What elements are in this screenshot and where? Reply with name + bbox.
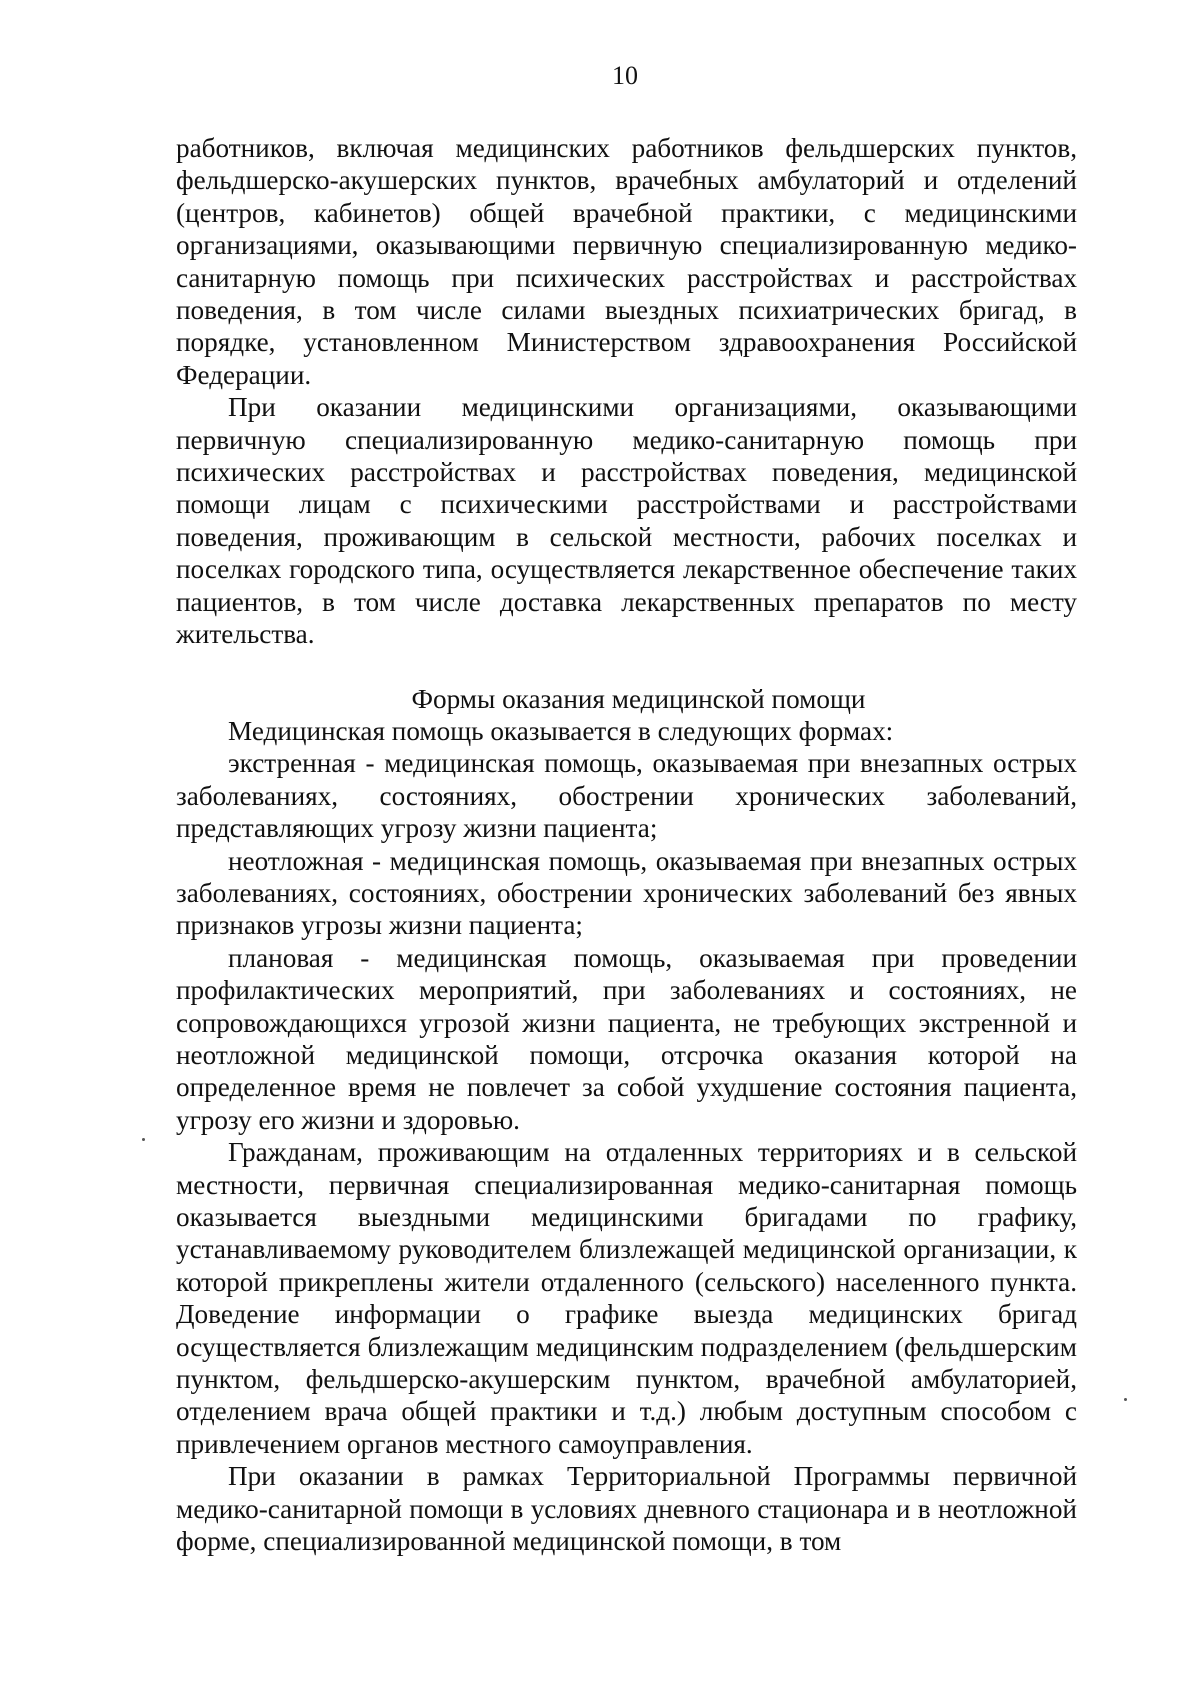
paragraph-emergency-form: экстренная - медицинская помощь, оказываемая при внезапных острых заболеваниях, состояниях, обострении хронических заболеваний, представляющих угрозу жизни пациента; xyxy=(176,748,1077,844)
paragraph-continuation: работников, включая медицинских работников фельдшерских пунктов, фельдшерско-акушерских пунктов, врачебных амбулаторий и отделений (центров, кабинетов) общей врачебной практики, с медицинскими организациями, оказывающими первичную специализированную медико-санитарную помощь при психических расстройствах и расстройствах поведения, в том числе силами выездных психиатрических бригад, в порядке, установленном Министерством здравоохранения Российской Федерации. xyxy=(176,133,1077,390)
scan-speck xyxy=(142,1138,145,1141)
paragraph-urgent-form: неотложная - медицинская помощь, оказываемая при внезапных острых заболеваниях, состояниях, обострении хронических заболеваний без явных признаков угрозы жизни пациента; xyxy=(176,845,1077,941)
scan-speck xyxy=(1124,1398,1127,1401)
paragraph-territorial-program: При оказании в рамках Территориальной Программы первичной медико-санитарной помощи в условиях дневного стационара и в неотложной форме, специализированной медицинской помощи, в том xyxy=(176,1461,1077,1557)
paragraph-drug-supply: При оказании медицинскими организациями, оказывающими первичную специализированную медико-санитарную помощь при психических расстройствах и расстройствах поведения, медицинской помощи лицам с психическими расстройствами и расстройствами поведения, проживающим в сельской местности, рабочих поселках и поселках городского типа, осуществляется лекарственное обеспечение таких пациентов, в том числе доставка лекарственных препаратов по месту жительства. xyxy=(176,392,1077,650)
paragraph-remote-areas: Гражданам, проживающим на отдаленных территориях и в сельской местности, первичная специализированная медико-санитарная помощь оказывается выездными медицинскими бригадами по графику, устанавливаемому руководителем близлежащей медицинской организации, к которой прикреплены жители отдаленного (сельского) населенного пункта. Доведение информации о графике выезда медицинских бригад осуществляется близлежащим медицинским подразделением (фельдшерским пунктом, фельдшерско-акушерским пунктом, врачебной амбулаторией, отделением врача общей практики и т.д.) любым доступным способом с привлечением органов местного самоуправления. xyxy=(176,1137,1077,1459)
paragraph-forms-intro: Медицинская помощь оказывается в следующих формах: xyxy=(228,715,894,746)
page-number: 10 xyxy=(612,61,638,90)
section-heading: Формы оказания медицинской помощи xyxy=(411,683,866,714)
paragraph-planned-form: плановая - медицинская помощь, оказываемая при проведении профилактических мероприятий, при заболеваниях и состояниях, не сопровождающихся угрозой жизни пациента, не требующих экстренной и неотложной медицинской помощи, отсрочка оказания которой на определенное время не повлечет за собой ухудшение состояния пациента, угрозу его жизни и здоровью. xyxy=(176,942,1077,1135)
body-text xyxy=(176,132,1077,1557)
